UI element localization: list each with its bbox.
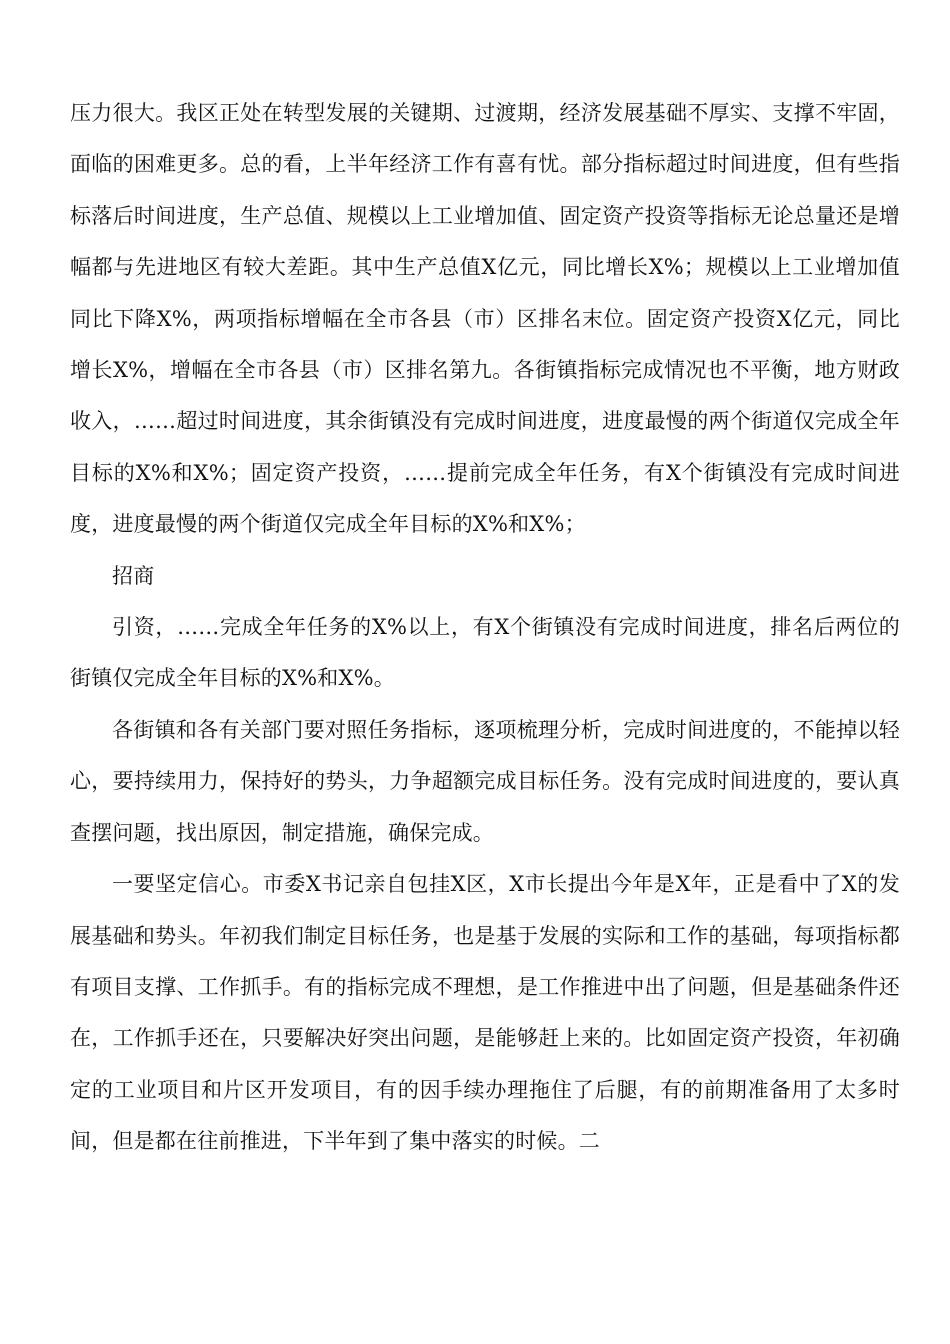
- paragraph-4: 各街镇和各有关部门要对照任务指标，逐项梳理分析，完成时间进度的，不能掉以轻心，要持续用力，保持好的势头，力争超额完成目标任务。没有完成时间进度的，要认真查摆问题，找出原因，制定措施，确保完成。: [70, 717, 900, 845]
- document-page: [70, 88, 900, 1168]
- paragraph-5: 一要坚定信心。市委X书记亲自包挂X区，X市长提出今年是X年，正是看中了X的发展基础和势头。年初我们制定目标任务，也是基于发展的实际和工作的基础，每项指标都有项目支撑、工作抓手。有的指标完成不理想，是工作推进中出了问题，但是基础条件还在，工作抓手还在，只要解决好突出问题，是能够赶上来的。比如固定资产投资，年初确定的工业项目和片区开发项目，有的因手续办理拖住了后腿，有的前期准备用了太多时间，但是都在往前推进，下半年到了集中落实的时候。二: [70, 872, 900, 1154]
- paragraph-3: 引资，……完成全年任务的X%以上，有X个街镇没有完成时间进度，排名后两位的街镇仅完成全年目标的X%和X%。: [70, 615, 900, 691]
- paragraph-1: 压力很大。我区正处在转型发展的关键期、过渡期，经济发展基础不厚实、支撑不牢固，面临的困难更多。总的看，上半年经济工作有喜有忧。部分指标超过时间进度，但有些指标落后时间进度，生产总值、规模以上工业增加值、固定资产投资等指标无论总量还是增幅都与先进地区有较大差距。其中生产总值X亿元，同比增长X%；规模以上工业增加值同比下降X%，两项指标增幅在全市各县（市）区排名末位。固定资产投资X亿元，同比增长X%，增幅在全市各县（市）区排名第九。各街镇指标完成情况也不平衡，地方财政收入，……超过时间进度，其余街镇没有完成时间进度，进度最慢的两个街道仅完成全年目标的X%和X%；固定资产投资，……提前完成全年任务，有X个街镇没有完成时间进度，进度最慢的两个街道仅完成全年目标的X%和X%；: [70, 101, 900, 537]
- paragraph-2: 招商: [112, 563, 155, 588]
